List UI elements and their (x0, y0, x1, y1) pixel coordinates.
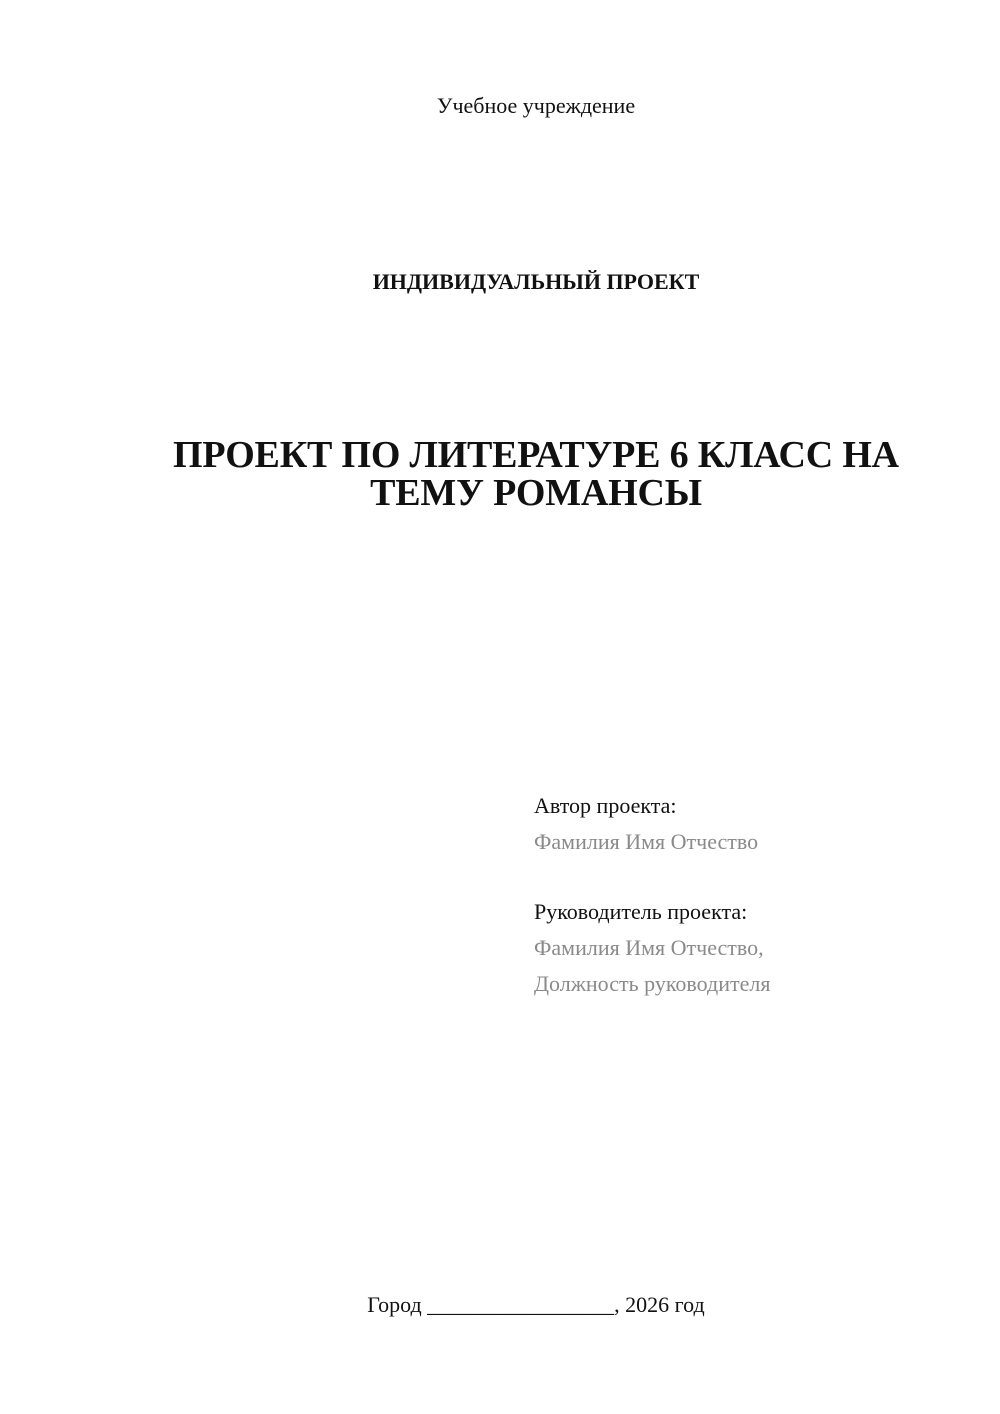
credits-block (534, 788, 974, 1002)
author-label: Автор проекта: (534, 793, 677, 818)
city-year-footer: Город _________________, 2026 год (367, 1292, 705, 1317)
supervisor-name-placeholder: Фамилия Имя Отчество, (534, 935, 764, 960)
project-title-line-1: ПРОЕКТ ПО ЛИТЕРАТУРЕ 6 КЛАСС НА (173, 434, 899, 476)
project-title-line-2: ТЕМУ РОМАНСЫ (370, 472, 702, 514)
project-title (140, 436, 932, 512)
author-name-placeholder: Фамилия Имя Отчество (534, 829, 759, 854)
credits-spacer (534, 860, 974, 894)
supervisor-label: Руководитель проекта: (534, 899, 748, 924)
supervisor-position-placeholder: Должность руководителя (534, 971, 771, 996)
institution-name: Учебное учреждение (436, 93, 636, 118)
project-type-heading: ИНДИВИДУАЛЬНЫЙ ПРОЕКТ (372, 269, 700, 294)
